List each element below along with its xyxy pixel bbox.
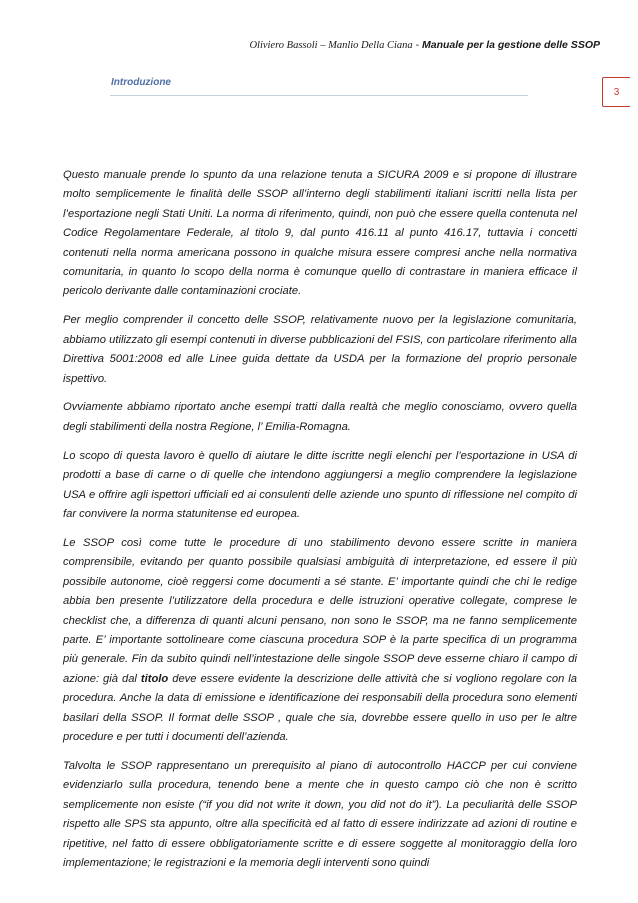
paragraph-5-bold-term: titolo	[140, 672, 169, 685]
paragraph-1: Questo manuale prende lo spunto da una relazione tenuta a SICURA 2009 e si propone di illustrare molto semplicemente le finalità delle SSOP all’interno degli stabilimenti italiani iscritti nella lista per l’esportazione negli Stati Uniti. La norma di riferimento, quindi, non può che essere quella contenuta nel Codice Regolamentare Federale, al titolo 9, dal punto 416.11 al punto 416.17, tuttavia i concetti contenuti nella norma americana possono in qualche misura essere compresi anche nella normativa comunitaria, in quanto lo scopo della norma è comunque quello di contrastare in maniera efficace il pericolo derivante dalle contaminazioni crociate.	[63, 169, 577, 298]
page-number-tab	[602, 77, 630, 107]
header-doc-title: Manuale per la gestione delle SSOP	[422, 39, 600, 51]
section-divider	[110, 95, 528, 96]
paragraph-3: Ovviamente abbiamo riportato anche esempi tratti dalla realtà che meglio conosciamo, ovvero quella degli stabilimenti della nostra Regione, l’ Emilia-Romagna.	[63, 401, 577, 433]
page-number: 3	[613, 86, 620, 98]
header-separator: -	[412, 39, 423, 51]
running-header	[0, 39, 600, 51]
paragraph-5-text-b: deve essere evidente la descrizione delle attività che si vogliono regolare con la procedura. Anche la data di emissione e identificazione dei responsabili della procedura sono elementi basilari della SSOP. Il format delle SSOP , quale che sia, dovrebbe essere quello in uso per le altre procedure e per tutti i documenti dell’azienda.	[63, 672, 577, 743]
section-title: Introduzione	[111, 77, 171, 88]
paragraph-5-text-a: Le SSOP così come tutte le procedure di uno stabilimento devono essere scritte in maniera comprensibile, evitando per quanto possibile qualsiasi ambiguità di interpretazione, ed essere il più possibile autonome, cioè reggersi come documenti a sé stante. E’ importante quindi che chi le redige abbia ben presente l’utilizzatore della procedura e delle istruzioni operative collegate, comprese le checklist che, a differenza di quanti alcuni pensano, non sono le SSOP, ma ne fanno semplicemente parte. E’ importante sottolineare come ciascuna procedura SOP è la parte specifica di un programma più generale. Fin da subito quindi nell’intestazione delle singole SSOP deve esserne chiaro il campo di azione: già dal	[63, 536, 577, 685]
body-text	[63, 166, 577, 883]
header-authors: Oliviero Bassoli – Manlio Della Ciana	[249, 40, 413, 51]
paragraph-5	[63, 534, 577, 747]
paragraph-4: Lo scopo di questa lavoro è quello di aiutare le ditte iscritte negli elenchi per l’esportazione in USA di prodotti a base di carne o di quelle che intendono aggiungersi a meglio comprendere la legislazione USA e offrire agli ispettori ufficiali ed ai consulenti delle aziende uno spunto di riflessione nel compito di far convivere la norma statunitense ed europea.	[63, 449, 577, 520]
paragraph-6: Talvolta le SSOP rappresentano un prerequisito al piano di autocontrollo HACCP per cui conviene evidenziarlo sulla procedura, tenendo bene a mente che in questo campo ciò che non è scritto semplicemente non esiste (“if you did not write it down, you did not do it”). La peculiarità delle SSOP rispetto alle SPS sta appunto, oltre alla specificità ed al fatto di essere indirizzate ad azioni di routine e ripetitive, nel fatto di essere obbligatoriamente scritte e di essere soggette al monitoraggio della loro implementazione; le registrazioni e la memoria degli interventi sono quindi	[63, 759, 577, 869]
paragraph-2: Per meglio comprender il concetto delle SSOP, relativamente nuovo per la legislazione comunitaria, abbiamo utilizzato gli esempi contenuti in diverse pubblicazioni del FSIS, con particolare riferimento alla Direttiva 5001:2008 ed alle Linee guida dettate da USDA per la formazione del proprio personale ispettivo.	[63, 314, 577, 385]
